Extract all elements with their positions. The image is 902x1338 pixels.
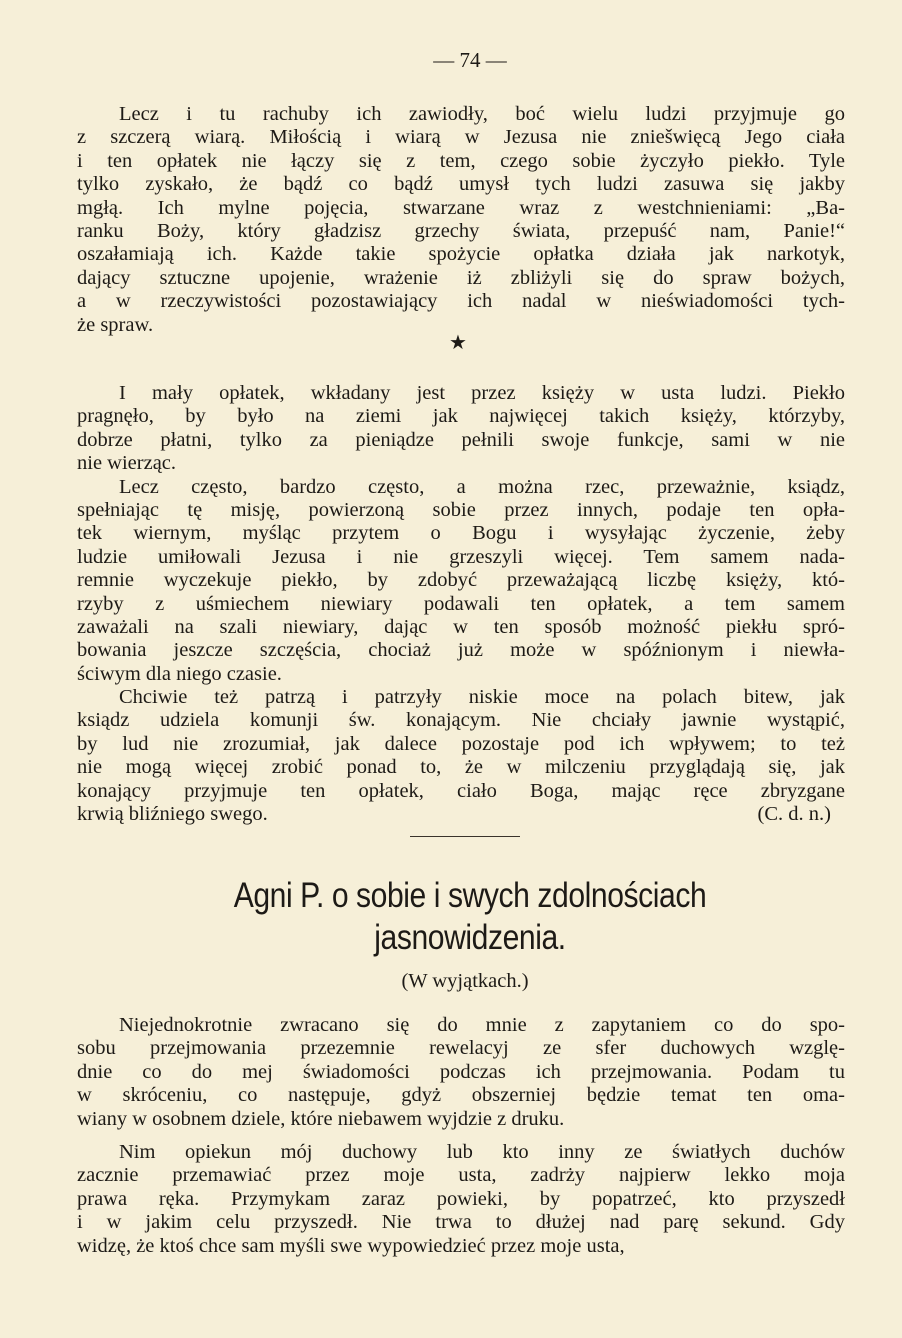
- text-line: [77, 1037, 845, 1060]
- text-line: [77, 126, 845, 149]
- text-line: [77, 1235, 845, 1258]
- text-line: [77, 452, 845, 475]
- article-title-line2: jasnowidzenia.: [374, 918, 566, 957]
- article-text: [77, 1014, 845, 1258]
- text-line: [77, 546, 845, 569]
- text-line: [77, 150, 845, 173]
- section2-text: [77, 382, 845, 826]
- text-line-content: dnie co do mej świadomości podczas ich przejmowania. Podam tu: [77, 1060, 845, 1083]
- text-line: [77, 709, 845, 732]
- text-line-content: sobu przejmowania przezemnie rewelacyj ze sfer duchowych wzglę-: [77, 1037, 845, 1060]
- text-line-content: a w rzeczywistości pozostawiający ich nadal w nieświadomości tych-: [77, 290, 845, 313]
- section-separator-star: ★: [449, 332, 467, 354]
- text-line-content: dobrze płatni, tylko za pieniądze pełnili swoje funkcje, sami w nie: [77, 428, 845, 451]
- text-line: [77, 476, 845, 499]
- text-line-content: konający przyjmuje ten opłatek, ciało Boga, mając ręce zbryzgane: [77, 779, 845, 802]
- text-line: [77, 382, 845, 405]
- text-line: [77, 1061, 845, 1084]
- text-line-content: zacznie przemawiać przez moje usta, zadrży najpierw lekko moja: [77, 1164, 845, 1187]
- section1-text: [77, 103, 845, 337]
- text-line-content: spełniając tę misję, powierzoną sobie przez innych, podaje ten opła-: [77, 498, 845, 521]
- text-line: [77, 639, 845, 662]
- divider-rule: [410, 836, 520, 837]
- text-line: [77, 1141, 845, 1164]
- text-line-content: że spraw.: [77, 313, 154, 336]
- text-line-content: krwią bliźniego swego.: [77, 803, 268, 826]
- paragraph: [77, 1141, 845, 1258]
- text-line-content: by lud nie zrozumiał, jak dalece pozostaje pod ich wpływem; to też: [77, 732, 845, 755]
- text-line-content: ranku Boży, który gładzisz grzechy świata, przepuść nam, Panie!“: [77, 219, 845, 242]
- text-line: [77, 1164, 845, 1187]
- text-line-content: I mały opłatek, wkładany jest przez księży w usta ludzi. Piekło: [119, 382, 845, 404]
- text-line: [77, 780, 845, 803]
- text-line-content: i w jakim celu przyszedł. Nie trwa to dłużej nad parę sekund. Gdy: [77, 1211, 845, 1234]
- text-line-content: mgłą. Ich mylne pojęcia, stwarzane wraz z westchnieniami: „Ba-: [77, 196, 845, 219]
- text-line: [77, 173, 845, 196]
- text-line: [77, 686, 845, 709]
- text-line-content: ściwym dla niego czasie.: [77, 662, 282, 685]
- text-line-content: nie wierząc.: [77, 452, 177, 475]
- paragraph: [77, 686, 845, 826]
- text-line-content: tylko zyskało, że bądź co bądź umysł tych ludzi zasuwa się jakby: [77, 173, 845, 196]
- text-line-content: wiany w osobnem dziele, które niebawem wyjdzie z druku.: [77, 1107, 565, 1130]
- text-line-content: zaważali na szali niewiary, dając w ten sposób możność piekłu spró-: [77, 615, 845, 638]
- text-line: [77, 616, 845, 639]
- article-subtitle: (W wyjątkach.): [401, 970, 529, 992]
- text-line: [77, 243, 845, 266]
- text-line-content: oszałamiają ich. Każde takie spożycie opłatka działa jak narkotyk,: [77, 243, 845, 266]
- article-title-line1: Agni P. o sobie i swych zdolnościach: [233, 876, 707, 915]
- text-line-content: ludzie umiłowali Jezusa i nie grzeszyli więcej. Tem samem nada-: [77, 545, 845, 568]
- text-line-content: dający sztuczne upojenie, wrażenie iż zbliżyli się do spraw bożych,: [77, 266, 845, 289]
- text-line: [77, 290, 845, 313]
- text-line-content: i ten opłatek nie łączy się z tem, czego sobie życzyło piekło. Tyle: [77, 149, 845, 172]
- text-line-content: ksiądz udziela komunji św. konającym. Nie chciały jawnie wystąpić,: [77, 709, 845, 732]
- text-line: [77, 103, 845, 126]
- text-line: [77, 267, 845, 290]
- text-line-content: w skróceniu, co następuje, gdyż obszerniej będzie temat ten oma-: [77, 1084, 845, 1107]
- text-line-content: Lecz często, bardzo często, a można rzec, przeważnie, ksiądz,: [119, 475, 845, 498]
- text-line: [77, 756, 845, 779]
- text-line: [77, 663, 845, 686]
- text-line-content: nie mogą więcej zrobić ponad to, że w milczeniu przyglądają się, jak: [77, 756, 845, 779]
- text-line: [77, 499, 845, 522]
- paragraph: [77, 103, 845, 337]
- text-line-content: tek wiernym, myśląc przytem o Bogu i wysyłając życzenie, żeby: [77, 522, 845, 545]
- text-line: [77, 522, 845, 545]
- text-line: [77, 429, 845, 452]
- text-line: [77, 405, 845, 428]
- text-line: [77, 1211, 845, 1234]
- text-line-content: Niejednokrotnie zwracano się do mnie z zapytaniem co do spo-: [119, 1014, 845, 1036]
- paragraph: [77, 1014, 845, 1131]
- text-line-content: widzę, że ktoś chce sam myśli swe wypowiedzieć przez moje usta,: [77, 1234, 625, 1257]
- text-line: [77, 593, 845, 616]
- text-line: [77, 569, 845, 592]
- paragraph: [77, 476, 845, 687]
- text-line-content: rzyby z uśmiechem niewiary podawali ten opłatek, a tem samem: [77, 592, 845, 615]
- paragraph: [77, 382, 845, 476]
- text-line-content: bowania jeszcze szczęścia, chociaż już może w spóźnionym i niewła-: [77, 639, 845, 662]
- text-line: [77, 1108, 845, 1131]
- text-line: [77, 1188, 845, 1211]
- text-line-content: z szczerą wiarą. Miłością i wiarą w Jezusa nie zniešwięcą Jego ciała: [77, 126, 845, 149]
- text-line: [77, 1014, 845, 1037]
- text-line-content: pragnęło, by było na ziemi jak najwięcej takich księży, którzyby,: [77, 405, 845, 428]
- text-line: [77, 197, 845, 220]
- text-line-content: remnie wyczekuje piekło, by zdobyć przeważającą liczbę księży, któ-: [77, 569, 845, 592]
- text-line: [77, 1084, 845, 1107]
- text-line-content: Chciwie też patrzą i patrzyły niskie moce na polach bitew, jak: [119, 686, 845, 709]
- text-line: [77, 733, 845, 756]
- continued-note: (C. d. n.): [757, 803, 831, 826]
- page-number: — 74 —: [433, 48, 507, 72]
- text-line-content: Lecz i tu rachuby ich zawiodły, boć wielu ludzi przyjmuje go: [119, 103, 845, 125]
- text-line-content: Nim opiekun mój duchowy lub kto inny ze światłych duchów: [119, 1140, 845, 1163]
- text-line: [77, 803, 845, 826]
- text-line: [77, 220, 845, 243]
- text-line-content: prawa ręka. Przymykam zaraz powieki, by popatrzeć, kto przyszedł: [77, 1187, 845, 1210]
